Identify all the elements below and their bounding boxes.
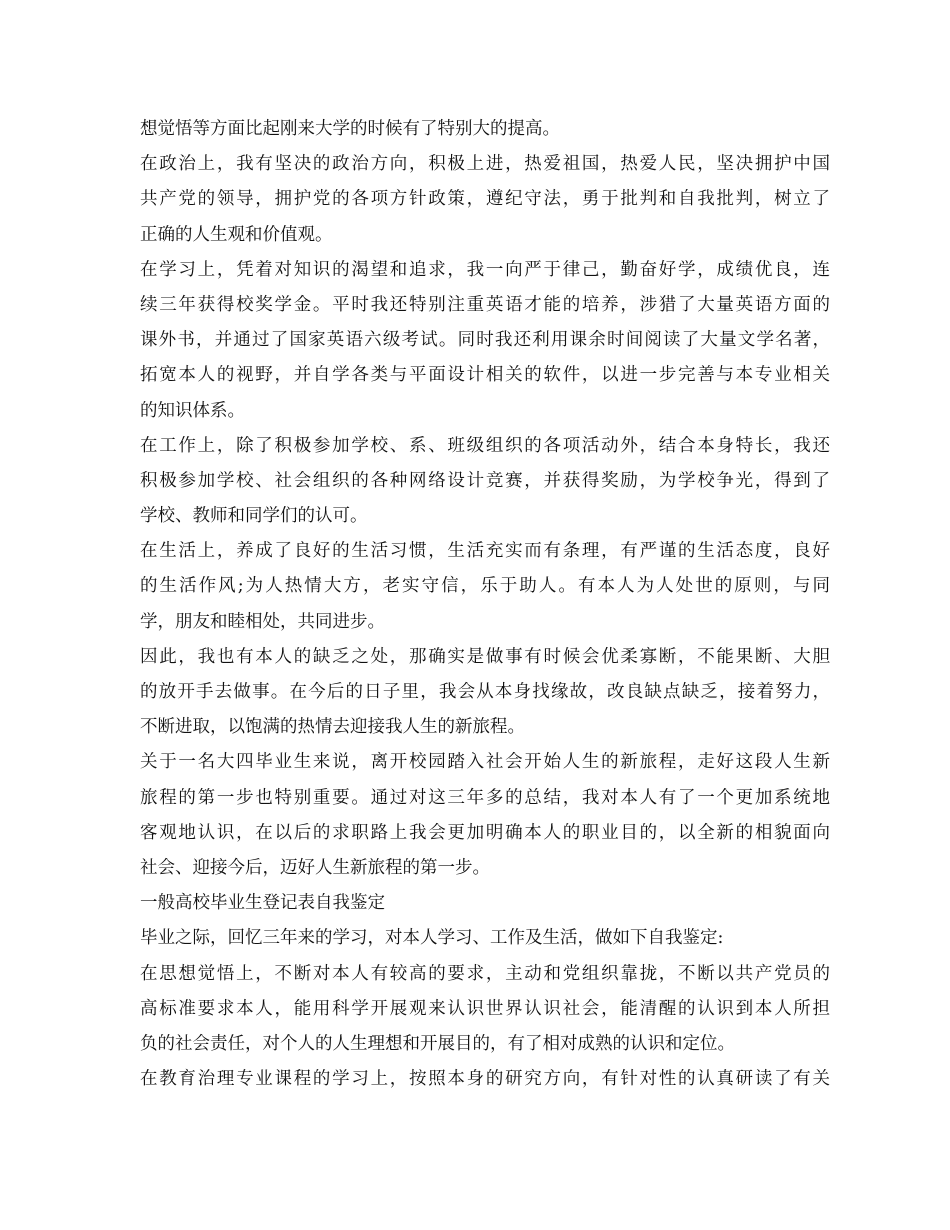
text-line: 的知识体系。	[140, 400, 245, 421]
text-line: 的放开手去做事。在今后的日子里，我会从本身找缘故，改良缺点缺乏，接着努力，	[140, 682, 830, 702]
text-line: 的生活作风;为人热情大方，老实守信，乐于助人。有本人为人处世的原则，与同	[140, 576, 830, 597]
text-line: 在教育治理专业课程的学习上，按照本身的研究方向，有针对性的认真研读了有关	[140, 1069, 830, 1090]
text-line: 拓宽本人的视野，并自学各类与平面设计相关的软件，以进一步完善与本专业相关	[140, 365, 830, 386]
text-line: 高标准要求本人，能用科学开展观来认识世界认识社会，能清醒的认识到本人所担	[140, 998, 830, 1019]
text-line: 不断进取，以饱满的热情去迎接我人生的新旅程。	[140, 717, 525, 738]
text-line: 负的社会责任，对个人的人生理想和开展目的，有了相对成熟的认识和定位。	[140, 1033, 735, 1054]
text-line: 共产党的领导，拥护党的各项方针政策，遵纪守法，勇于批判和自我批判，树立了	[140, 189, 830, 210]
text-line: 在生活上，养成了良好的生活习惯，生活充实而有条理，有严谨的生活态度，良好	[140, 541, 830, 562]
text-line: 因此，我也有本人的缺乏之处，那确实是做事有时候会优柔寡断，不能果断、大胆	[140, 646, 830, 667]
text-line: 旅程的第一步也特别重要。通过对这三年多的总结，我对本人有了一个更加系统地	[140, 787, 830, 808]
document-body	[140, 112, 830, 1097]
text-line: 关于一名大四毕业生来说，离开校园踏入社会开始人生的新旅程，走好这段人生新	[140, 752, 830, 773]
text-line: 学，朋友和睦相处，共同进步。	[140, 611, 385, 632]
text-line: 正确的人生观和价值观。	[140, 224, 333, 245]
text-line: 课外书，并通过了国家英语六级考试。同时我还利用课余时间阅读了大量文学名著，	[140, 330, 830, 351]
text-line: 在工作上，除了积极参加学校、系、班级组织的各项活动外，结合本身特长，我还	[140, 435, 830, 456]
text-line: 积极参加学校、社会组织的各种网络设计竞赛，并获得奖励，为学校争光，得到了	[140, 470, 830, 491]
text-line: 社会、迎接今后，迈好人生新旅程的第一步。	[140, 857, 490, 878]
text-line: 一般高校毕业生登记表自我鉴定	[140, 893, 385, 914]
text-line: 在思想觉悟上，不断对本人有较高的要求，主动和党组织靠拢，不断以共产党员的	[140, 963, 830, 984]
text-line: 续三年获得校奖学金。平时我还特别注重英语才能的培养，涉猎了大量英语方面的	[140, 294, 830, 315]
text-line: 毕业之际，回忆三年来的学习，对本人学习、工作及生活，做如下自我鉴定:	[140, 928, 724, 949]
text-line: 客观地认识，在以后的求职路上我会更加明确本人的职业目的，以全新的相貌面向	[140, 822, 830, 843]
text-line: 学校、教师和同学们的认可。	[140, 506, 368, 527]
text-line: 在政治上，我有坚决的政治方向，积极上进，热爱祖国，热爱人民，坚决拥护中国	[140, 154, 830, 175]
text-line: 在学习上，凭着对知识的渴望和追求，我一向严于律己，勤奋好学，成绩优良，连	[140, 259, 830, 280]
text-line: 想觉悟等方面比起刚来大学的时候有了特别大的提高。	[140, 119, 560, 139]
